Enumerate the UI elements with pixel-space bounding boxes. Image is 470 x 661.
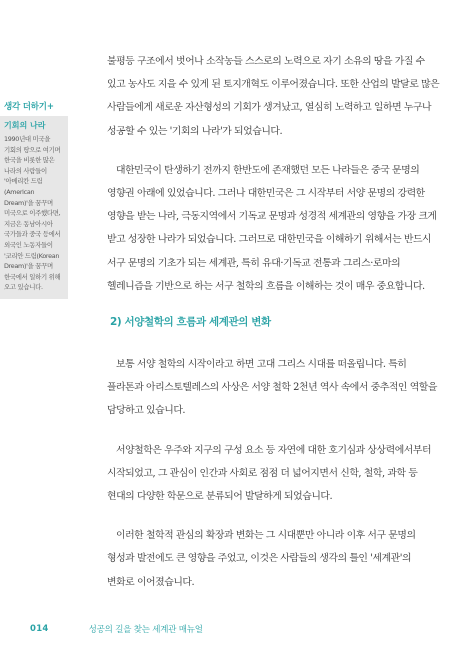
page-footer: [30, 622, 450, 636]
sidebar-note: [0, 100, 68, 299]
paragraph: 서양철학은 우주와 지구의 구성 요소 등 자연에 대한 호기심과 상상력에서부터 시작되었고, 그 관심이 인간과 사회로 점점 더 넓어지면서 신학, 철학, 과학 등 현대의 다양한 학문으로 분류되어 발달하게 되었습니다.: [107, 444, 432, 503]
sidebar-box: [0, 116, 68, 299]
paragraph: 보통 서양 철학의 시작이라고 하면 고대 그리스 시대를 떠올립니다. 특히 플라톤과 아리스토텔레스의 사상은 서양 철학 2천년 역사 속에서 중추적인 역할을 담당하고 있습니다.: [107, 359, 437, 417]
sidebar-box-text: 1990년대 미국을 기회의 땅으로 여기며 한국을 비롯한 많은 나라의 사람들이 '아메리칸 드림(American Dream)'을 꿈꾸며 미국으로 이주했다면, 지금은 동남아시아 국가들과 중국 등에서 외국인 노동자들이 '코리안 드림(Korean Dream)'을 꿈꾸며 한국에서 일하기 위해 오고 있습니다.: [4, 135, 61, 292]
sidebar-tag: 생각 더하기+: [4, 102, 54, 112]
paragraph: 불평등 구조에서 벗어나 소작농들 스스로의 노력으로 자기 소유의 땅을 가질 수 있고 농사도 지을 수 있게 된 토지개혁도 이루어졌습니다. 또한 산업의 발달로 많은 사람들에게 새로운 자산형성의 기회가 생겨났고, 열심히 노력하고 일하면 누구나 성공할 수 있는 '기회의 나라'가 되었습니다.: [107, 56, 440, 137]
paragraph: 이러한 철학적 관심의 확장과 변화는 그 시대뿐만 아니라 이후 서구 문명의 형성과 발전에도 큰 영향을 주었고, 이것은 사람들의 생각의 틀인 '세계관'의 변화로 이어졌습니다.: [107, 530, 416, 588]
page-number: 014: [30, 624, 49, 634]
sidebar-box-title: 기회의 나라: [4, 121, 46, 130]
main-content: [107, 50, 441, 610]
book-title: 성공의 길을 찾는 세계관 매뉴얼: [88, 625, 203, 635]
section-title: 2) 서양철학의 흐름과 세계관의 변화: [110, 316, 271, 329]
paragraph: 대한민국이 탄생하기 전까지 한반도에 존재했던 모든 나라들은 중국 문명의 영향권 아래에 있었습니다. 그러나 대한민국은 그 시작부터 서양 문명의 강력한 영향을 받는 나라, 극동지역에서 기독교 문명과 성경적 세계관의 영향을 가장 크게 받고 성장한 나라가 되었습니다. 그러므로 대한민국을 이해하기 위해서는 반드시 서구 문명의 기초가 되는 세계관, 특히 유대·기독교 전통과 그리스·로마의 헬레니즘을 기반으로 하는 서구 철학의 흐름을 이해하는 것이 매우 중요합니다.: [107, 164, 437, 292]
